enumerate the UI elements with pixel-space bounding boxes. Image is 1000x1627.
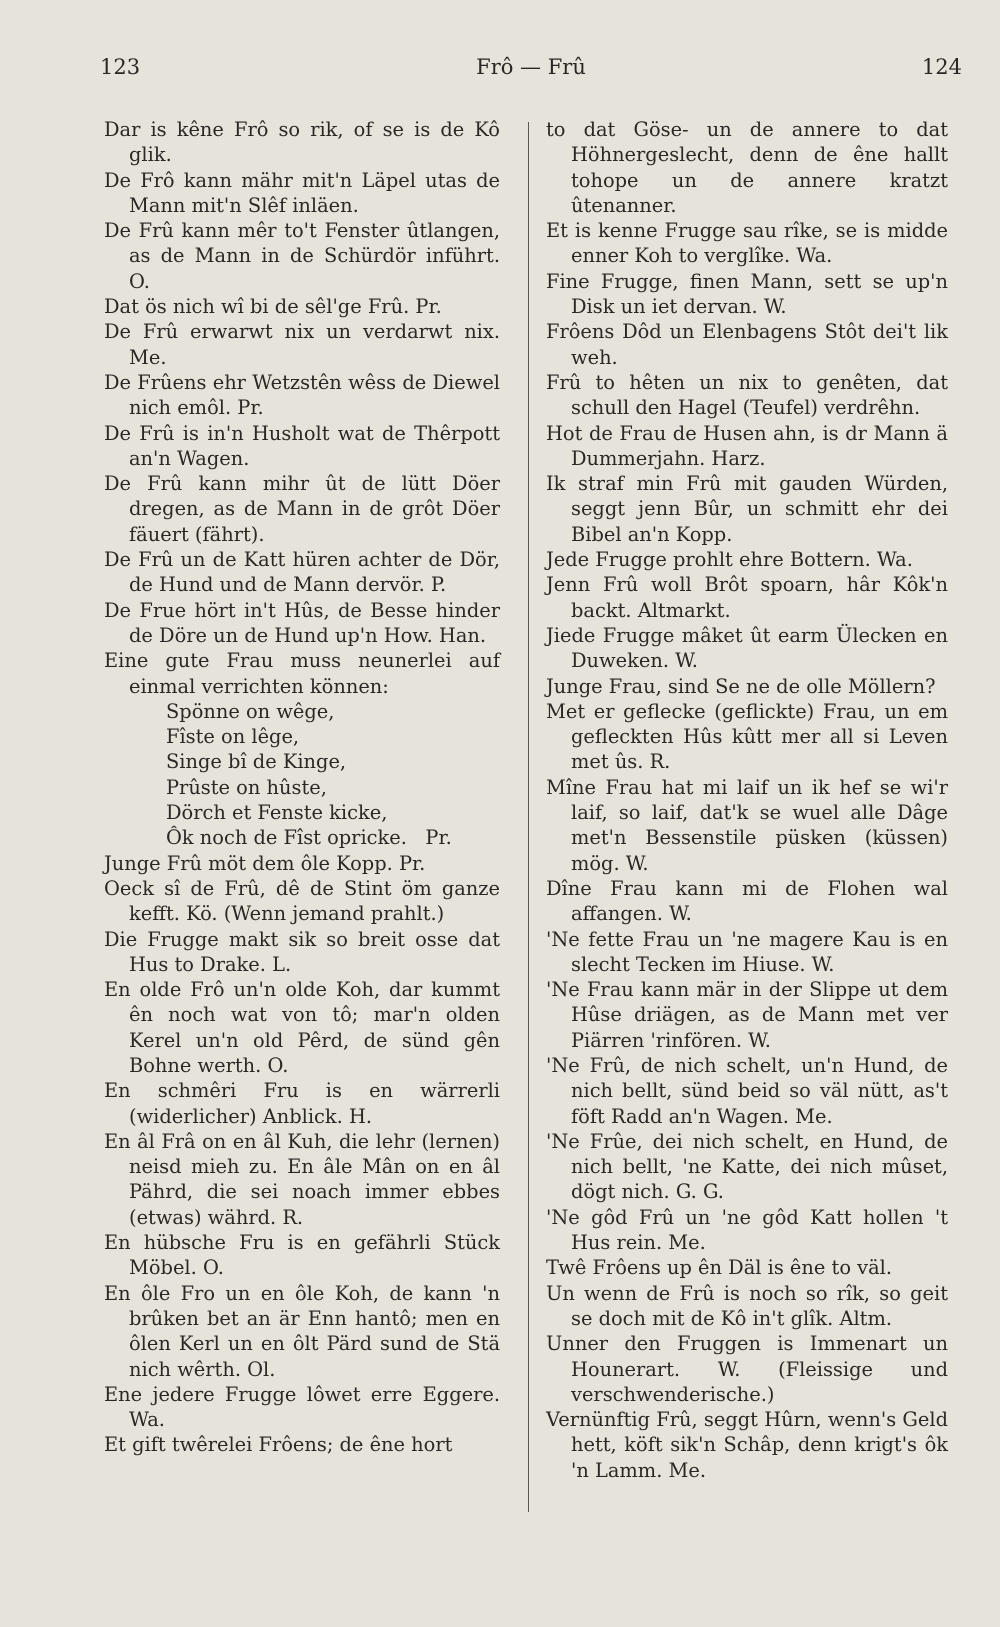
verse-line: Singe bî de Kinge, bbox=[166, 750, 347, 774]
proverb-entry: Frôens Dôd un Elenbagens Stôt dei't lik weh. bbox=[546, 320, 948, 369]
proverb-entry: Dat ös nich wî bi de sêl'ge Frû. Pr. bbox=[104, 295, 442, 319]
proverb-entry: Hot de Frau de Husen ahn, is dr Mann ä Dummerjahn. Harz. bbox=[546, 421, 948, 470]
proverb-entry: De Frûens ehr Wetzstên wêss de Diewel nich emôl. Pr. bbox=[104, 370, 500, 420]
proverb-entry: Dar is kêne Frô so rik, of se is de Kô glik. bbox=[104, 118, 500, 167]
running-title: Frô — Frû bbox=[476, 55, 586, 79]
verse-line: Prûste on hûste, bbox=[166, 775, 327, 799]
proverb-entry: De Frô kann mähr mit'n Läpel utas de Mann mit'n Slêf inläen. bbox=[104, 168, 500, 217]
verse-line: Fîste on lêge, bbox=[166, 725, 300, 749]
proverb-entry: Mîne Frau hat mi laif un ik hef se wi'r laif, so laif, dat'k se wuel alle Dâge met'n Bessenstile püsken (küssen) mög. W. bbox=[546, 775, 948, 875]
proverb-entry: Oeck sî de Frû, dê de Stint öm ganze kefft. Kö. (Wenn jemand prahlt.) bbox=[104, 876, 500, 926]
proverb-entry: En hübsche Fru is en gefährli Stück Möbel. O. bbox=[104, 1231, 500, 1280]
proverb-entry: Eine gute Frau muss neunerlei auf einmal verrichten können: bbox=[104, 649, 500, 698]
proverb-entry: Ik straf min Frû mit gauden Würden, seggt jenn Bûr, un schmitt ehr dei Bibel an'n Kopp. bbox=[546, 472, 948, 546]
proverb-entry: De Frû un de Katt hüren achter de Dör, de Hund und de Mann dervör. P. bbox=[104, 548, 500, 597]
proverb-entry: Fine Frugge, finen Mann, sett se up'n Disk un iet dervan. W. bbox=[546, 269, 948, 319]
proverb-entry: Jede Frugge prohlt ehre Bottern. Wa. bbox=[546, 548, 913, 572]
proverb-entry: Ene jedere Frugge lôwet erre Eggere. Wa. bbox=[104, 1382, 500, 1432]
proverb-entry: 'Ne fette Frau un 'ne magere Kau is en slecht Tecken im Hiuse. W. bbox=[546, 927, 948, 976]
proverb-entry: Met er geflecke (geflickte) Frau, un em gefleckten Hûs kûtt mer all si Leven met ûs. R. bbox=[546, 699, 948, 774]
proverb-entry: 'Ne Frau kann mär in der Slippe ut dem Hûse driägen, as de Mann met ver Piärren 'rinfören. W. bbox=[546, 978, 948, 1052]
proverb-entry: Un wenn de Frû is noch so rîk, so geit se doch mit de Kô in't glîk. Altm. bbox=[546, 1281, 948, 1330]
verse-line: Spönne on wêge, bbox=[166, 699, 335, 723]
proverb-entry: Unner den Fruggen is Immenart un Hounerart. W. (Fleissige und verschwenderische.) bbox=[546, 1332, 948, 1406]
verse-line: Ôk noch de Fîst opricke. Pr. bbox=[166, 826, 452, 850]
right-column bbox=[546, 117, 948, 1483]
proverb-entry: Jenn Frû woll Brôt spoarn, hâr Kôk'n backt. Altmarkt. bbox=[546, 573, 948, 622]
proverb-entry: Junge Frû möt dem ôle Kopp. Pr. bbox=[104, 851, 426, 875]
proverb-entry: Dîne Frau kann mi de Flohen wal affangen. W. bbox=[546, 876, 948, 926]
proverb-entry: to dat Göse- un de annere to dat Höhnergeslecht, denn de êne hallt tohope un de annere kratzt ûtenanner. bbox=[546, 118, 948, 217]
proverb-entry: Vernünftig Frû, seggt Hûrn, wenn's Geld hett, köft sik'n Schâp, denn krigt's ôk 'n Lamm. Me. bbox=[546, 1408, 948, 1482]
proverb-entry: En ôle Fro un en ôle Koh, de kann 'n brûken bet an är Enn hantô; men en ôlen Kerl un en ôlt Pärd sund de Stä nich wêrth. Ol. bbox=[104, 1281, 500, 1381]
proverb-entry: Et gift twêrelei Frôens; de êne hort bbox=[104, 1433, 453, 1457]
proverb-entry: En olde Frô un'n olde Koh, dar kummt ên noch wat von tô; mar'n olden Kerel un'n old Pêrd, de sünd gên Bohne werth. O. bbox=[104, 978, 500, 1077]
verse-block bbox=[104, 699, 500, 851]
left-page-number: 123 bbox=[100, 55, 141, 79]
proverb-entry: De Frû kann mihr ût de lütt Döer dregen, as de Mann in de grôt Döer fäuert (fährt). bbox=[104, 472, 500, 546]
proverb-entry: De Frû erwarwt nix un verdarwt nix. Me. bbox=[104, 320, 500, 369]
proverb-entry: De Frue hört in't Hûs, de Besse hinder de Döre un de Hund up'n How. Han. bbox=[104, 598, 500, 647]
proverb-entry: Jiede Frugge mâket ût earm Ülecken en Duweken. W. bbox=[546, 623, 948, 673]
proverb-entry: En schmêri Fru is en wärrerli (widerlicher) Anblick. H. bbox=[104, 1079, 500, 1128]
proverb-entry: 'Ne gôd Frû un 'ne gôd Katt hollen 't Hus rein. Me. bbox=[546, 1205, 948, 1255]
proverb-entry: 'Ne Frûe, dei nich schelt, en Hund, de nich bellt, 'ne Katte, dei nich mûset, dögt nich. G. G. bbox=[546, 1129, 948, 1204]
proverb-entry: De Frû is in'n Husholt wat de Thêrpott an'n Wagen. bbox=[104, 421, 500, 470]
proverb-entry: Et is kenne Frugge sau rîke, se is midde enner Koh to verglîke. Wa. bbox=[546, 219, 948, 268]
proverb-entry: Die Frugge makt sik so breit osse dat Hus to Drake. L. bbox=[104, 927, 500, 976]
page-header bbox=[100, 55, 962, 95]
proverb-entry: Frû to hêten un nix to genêten, dat schull den Hagel (Teufel) verdrêhn. bbox=[546, 370, 948, 420]
proverb-entry: En âl Frâ on en âl Kuh, die lehr (lernen) neisd mieh zu. En âle Mân on en âl Pährd, die sei noach immer ebbes (etwas) währd. R. bbox=[104, 1129, 500, 1229]
right-page-number: 124 bbox=[921, 55, 962, 79]
proverb-entry: Junge Frau, sind Se ne de olle Möllern? bbox=[546, 674, 936, 698]
proverb-entry: 'Ne Frû, de nich schelt, un'n Hund, de nich bellt, sünd beid so väl nütt, as't föft Radd an'n Wagen. Me. bbox=[546, 1053, 948, 1128]
proverb-entry: De Frû kann mêr to't Fenster ûtlangen, as de Mann in de Schürdör inführt. O. bbox=[104, 219, 500, 293]
column-divider bbox=[528, 122, 529, 1512]
proverb-entry: Twê Frôens up ên Däl is êne to väl. bbox=[546, 1256, 893, 1280]
verse-line: Dörch et Fenste kicke, bbox=[166, 801, 388, 825]
left-column bbox=[104, 117, 500, 1458]
